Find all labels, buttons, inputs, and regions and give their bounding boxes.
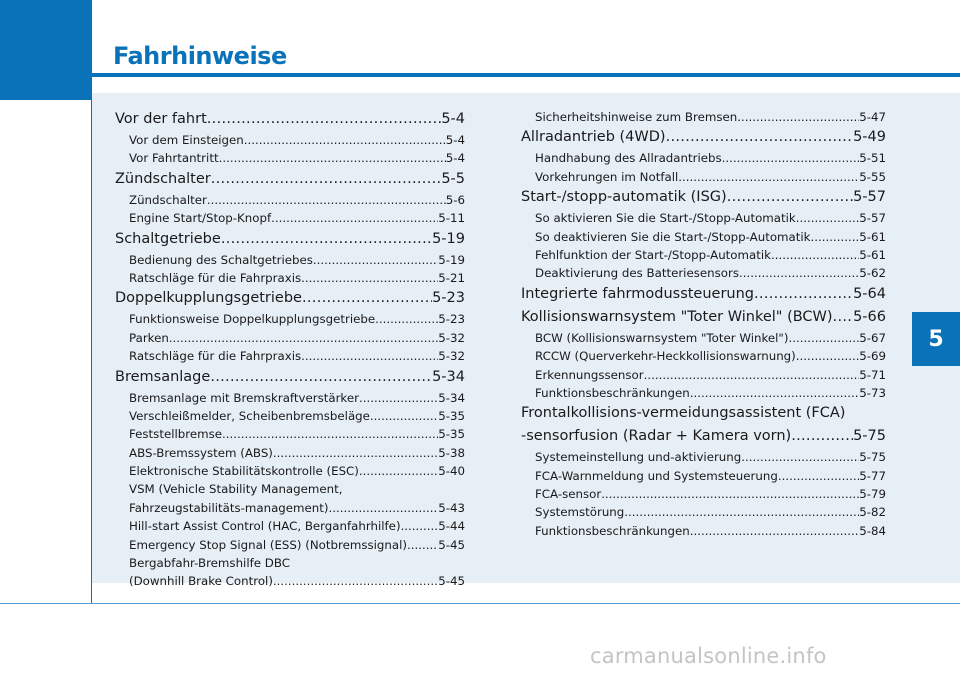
toc-entry[interactable] (521, 503, 886, 521)
toc-entry-title: Fehlfunktion der Start-/Stopp-Automatik (535, 247, 771, 262)
toc-column-left (115, 108, 465, 591)
toc-dot-leader (796, 209, 859, 227)
toc-page-number: 5-35 (438, 408, 465, 423)
toc-entry-title: Vor dem Einsteigen (129, 133, 244, 147)
toc-entry[interactable] (115, 131, 465, 149)
toc-dot-leader (273, 444, 438, 462)
toc-entry-title: So deaktivieren Sie die Start-/Stopp-Automatik (535, 229, 811, 244)
toc-dot-leader (244, 131, 446, 149)
toc-entry-title: Bremsanlage (115, 368, 211, 385)
toc-entry-title: Vorkehrungen im Notfall (535, 169, 679, 184)
toc-page-number: 5-77 (859, 468, 886, 483)
toc-entry-title: Engine Start/Stop-Knopf (129, 211, 272, 226)
toc-dot-leader (741, 448, 859, 466)
left-rule (91, 100, 92, 604)
toc-entry-title: Erkennungssensor (535, 367, 644, 382)
toc-entry-title: So aktivieren Sie die Start-/Stopp-Automatik (535, 211, 796, 226)
toc-dot-leader (644, 366, 860, 384)
toc-dot-leader (690, 384, 859, 402)
toc-dot-leader (207, 191, 446, 209)
toc-entry-title: Systemstörung (535, 505, 625, 520)
toc-dot-leader (833, 306, 854, 329)
toc-entry[interactable] (115, 536, 465, 554)
toc-entry-title: Ratschläge für die Fahrpraxis (129, 270, 302, 285)
toc-section-entry[interactable] (115, 168, 465, 191)
toc-entry[interactable] (521, 228, 886, 246)
toc-page-number: 5-75 (853, 428, 886, 445)
toc-entry-title: Fahrzeugstabilitäts-management) (129, 500, 329, 515)
toc-page-number: 5-4 (445, 133, 465, 147)
toc-dot-leader (301, 269, 438, 287)
toc-dot-leader (313, 251, 438, 269)
toc-section-entry[interactable] (115, 287, 465, 310)
toc-entry-title: Bedienung des Schaltgetriebes (129, 252, 313, 267)
toc-page-number: 5-44 (438, 519, 465, 534)
toc-entry[interactable] (115, 517, 465, 535)
toc-entry-title: Bremsanlage mit Bremskraftverstärker (129, 390, 359, 405)
toc-page-number: 5-66 (853, 308, 886, 325)
toc-entry-title: FCA-Warnmeldung und Systemsteuerung (535, 468, 778, 483)
toc-page-number: 5-11 (438, 211, 465, 226)
toc-dot-leader (722, 149, 860, 167)
toc-entry-title: Deaktivierung des Batteriesensors (535, 266, 739, 281)
toc-dot-leader (401, 517, 439, 535)
toc-page-number: 5-32 (438, 349, 465, 364)
toc-dot-leader (211, 168, 442, 191)
toc-entry-title: Funktionsweise Doppelkupplungsgetriebe (129, 312, 376, 327)
toc-dot-leader (302, 287, 432, 310)
toc-dot-leader (301, 347, 438, 365)
toc-dot-leader (271, 209, 438, 227)
toc-entry-title: Zündschalter (115, 170, 211, 187)
toc-entry-title: FCA-sensor (535, 487, 602, 502)
toc-entry[interactable] (521, 384, 886, 402)
toc-page-number: 5-49 (853, 129, 886, 146)
toc-entry[interactable] (115, 209, 465, 227)
toc-dot-leader (375, 310, 438, 328)
toc-section-entry[interactable] (521, 425, 886, 448)
toc-page-number: 5-21 (438, 270, 465, 285)
toc-entry[interactable] (521, 264, 886, 282)
toc-section-entry[interactable] (521, 306, 886, 329)
toc-entry-title: Frontalkollisions-vermeidungsassistent (FCA) (521, 405, 846, 422)
toc-dot-leader (221, 228, 432, 251)
toc-page-number: 5-19 (438, 252, 465, 267)
toc-dot-leader (329, 499, 439, 517)
toc-entry-title: (Downhill Brake Control) (129, 574, 273, 589)
toc-entry-title: Allradantrieb (4WD) (521, 129, 666, 146)
toc-page-number: 5-45 (438, 537, 465, 552)
toc-entry-title: Vor Fahrtantritt (129, 151, 219, 166)
toc-dot-leader (407, 536, 438, 554)
toc-page-number: 5-64 (853, 285, 886, 302)
toc-page-number: 5-35 (438, 427, 465, 442)
toc-dot-leader (601, 485, 859, 503)
toc-dot-leader (624, 503, 859, 521)
toc-entry-title: Start-/stopp-automatik (ISG) (521, 189, 727, 206)
bottom-rule (0, 603, 960, 604)
toc-entry[interactable] (115, 499, 465, 517)
toc-entry-title: Bergabfahr-Bremshilfe DBC (129, 556, 290, 571)
toc-entry[interactable] (521, 329, 886, 347)
toc-entry-title: Systemeinstellung und-aktivierung (535, 450, 742, 465)
toc-page-number: 5-51 (859, 151, 886, 166)
toc-dot-leader (788, 329, 859, 347)
chapter-tab[interactable]: 5 (912, 312, 960, 366)
toc-entry[interactable] (115, 480, 465, 498)
toc-entry-title: RCCW (Querverkehr-Heckkollisionswarnung) (535, 349, 796, 364)
toc-entry-title: Vor der fahrt (115, 111, 207, 127)
toc-entry[interactable] (115, 329, 465, 347)
toc-entry[interactable] (115, 554, 465, 572)
toc-page-number: 5-32 (438, 330, 465, 345)
toc-entry[interactable] (115, 191, 465, 209)
toc-dot-leader (791, 425, 853, 448)
toc-section-entry[interactable] (115, 228, 465, 251)
toc-entry-title: Integrierte fahrmodussteuerung (521, 285, 755, 302)
toc-dot-leader (796, 347, 859, 365)
toc-entry[interactable] (521, 366, 886, 384)
toc-entry[interactable] (521, 168, 886, 186)
toc-page-number: 5-4 (445, 151, 465, 166)
toc-entry-title: Elektronische Stabilitätskontrolle (ESC) (129, 464, 359, 479)
toc-entry[interactable] (115, 389, 465, 407)
watermark: carmanualsonline.info (590, 644, 827, 668)
toc-section-entry[interactable] (521, 283, 886, 306)
toc-page-number: 5-82 (859, 505, 886, 520)
toc-page-number: 5-57 (859, 211, 886, 226)
toc-dot-leader (210, 366, 432, 389)
toc-dot-leader (778, 467, 859, 485)
toc-entry-title: Kollisionswarnsystem "Toter Winkel" (BCW) (521, 308, 833, 325)
toc-page-number: 5-55 (859, 169, 886, 184)
toc-entry-title: -sensorfusion (Radar + Kamera vorn) (521, 428, 792, 445)
toc-page-number: 5-47 (859, 110, 886, 124)
toc-dot-leader (370, 407, 438, 425)
toc-dot-leader (811, 228, 860, 246)
toc-dot-leader (273, 572, 438, 590)
toc-entry[interactable] (115, 269, 465, 287)
toc-entry-title: BCW (Kollisionswarnsystem "Toter Winkel") (535, 330, 789, 345)
toc-entry-title: Emergency Stop Signal (ESS) (Notbremssignal) (129, 537, 407, 552)
toc-entry[interactable] (115, 425, 465, 443)
toc-entry[interactable] (115, 462, 465, 480)
toc-dot-leader (169, 329, 438, 347)
toc-page-number: 5-75 (859, 450, 886, 465)
toc-page-number: 5-6 (445, 192, 465, 207)
toc-entry[interactable] (521, 522, 886, 540)
toc-page-number: 5-69 (859, 349, 886, 364)
toc-entry-title: Zündschalter (129, 192, 207, 207)
toc-entry-title: Verschleißmelder, Scheibenbremsbeläge (129, 408, 370, 423)
toc-dot-leader (359, 389, 438, 407)
toc-page-number: 5-67 (859, 330, 886, 345)
toc-dot-leader (222, 425, 438, 443)
toc-entry-title: Hill-start Assist Control (HAC, Berganfahrhilfe) (129, 519, 401, 534)
toc-entry-title: Parken (129, 330, 169, 345)
toc-page-number: 5-19 (432, 230, 465, 247)
toc-dot-leader (727, 186, 853, 209)
toc-page-number: 5-61 (859, 247, 886, 262)
toc-page-number: 5-84 (859, 523, 886, 538)
toc-entry-title: Funktionsbeschränkungen (535, 523, 690, 538)
toc-entry[interactable] (521, 347, 886, 365)
toc-page-number: 5-4 (441, 111, 465, 127)
toc-page-number: 5-61 (859, 229, 886, 244)
toc-dot-leader (678, 168, 859, 186)
toc-entry[interactable] (521, 108, 886, 126)
toc-entry-title: Sicherheitshinweise zum Bremsen (535, 110, 738, 124)
toc-dot-leader (219, 149, 446, 167)
toc-section-entry[interactable] (521, 402, 886, 425)
toc-section-entry[interactable] (521, 186, 886, 209)
toc-entry[interactable] (521, 209, 886, 227)
toc-column-right (521, 108, 886, 540)
toc-page-number: 5-34 (438, 390, 465, 405)
toc-dot-leader (690, 522, 859, 540)
toc-entry[interactable] (115, 149, 465, 167)
toc-entry[interactable] (521, 485, 886, 503)
toc-dot-leader (359, 462, 438, 480)
toc-dot-leader (207, 108, 442, 131)
toc-entry-title: Ratschläge für die Fahrpraxis (129, 349, 302, 364)
toc-entry[interactable] (115, 251, 465, 269)
toc-page-number: 5-38 (438, 445, 465, 460)
toc-entry[interactable] (115, 347, 465, 365)
toc-entry[interactable] (521, 467, 886, 485)
toc-entry-title: Funktionsbeschränkungen (535, 385, 690, 400)
toc-page-number: 5-71 (859, 367, 886, 382)
toc-entry[interactable] (521, 246, 886, 264)
toc-page-number: 5-43 (438, 500, 465, 515)
toc-entry[interactable] (521, 448, 886, 466)
toc-page-number: 5-57 (853, 189, 886, 206)
toc-entry[interactable] (115, 444, 465, 462)
toc-entry[interactable] (115, 572, 465, 590)
toc-page-number: 5-73 (859, 385, 886, 400)
toc-page-number: 5-23 (432, 290, 465, 307)
toc-entry-title: Feststellbremse (129, 427, 222, 442)
toc-page-number: 5-40 (438, 464, 465, 479)
toc-entry[interactable] (115, 310, 465, 328)
toc-entry-title: VSM (Vehicle Stability Management, (129, 482, 343, 497)
toc-page-number: 5-5 (441, 170, 465, 187)
toc-page-number: 5-45 (438, 574, 465, 589)
toc-dot-leader (737, 108, 859, 126)
toc-entry[interactable] (115, 407, 465, 425)
toc-section-entry[interactable] (521, 126, 886, 149)
toc-entry-title: ABS-Bremssystem (ABS) (129, 445, 273, 460)
toc-dot-leader (666, 126, 854, 149)
toc-page-number: 5-62 (859, 266, 886, 281)
toc-dot-leader (754, 283, 853, 306)
toc-section-entry[interactable] (115, 366, 465, 389)
corner-block (0, 0, 92, 100)
title-rule (92, 73, 960, 77)
toc-page-number: 5-79 (859, 487, 886, 502)
toc-entry-title: Handhabung des Allradantriebs (535, 151, 722, 166)
page-title: Fahrhinweise (113, 42, 287, 70)
toc-entry-title: Schaltgetriebe (115, 230, 221, 247)
toc-entry[interactable] (521, 149, 886, 167)
toc-dot-leader (771, 246, 859, 264)
toc-section-entry[interactable] (115, 108, 465, 131)
toc-page-number: 5-23 (438, 312, 465, 327)
toc-dot-leader (739, 264, 859, 282)
toc-entry-title: Doppelkupplungsgetriebe (115, 290, 302, 307)
toc-page-number: 5-34 (432, 368, 465, 385)
